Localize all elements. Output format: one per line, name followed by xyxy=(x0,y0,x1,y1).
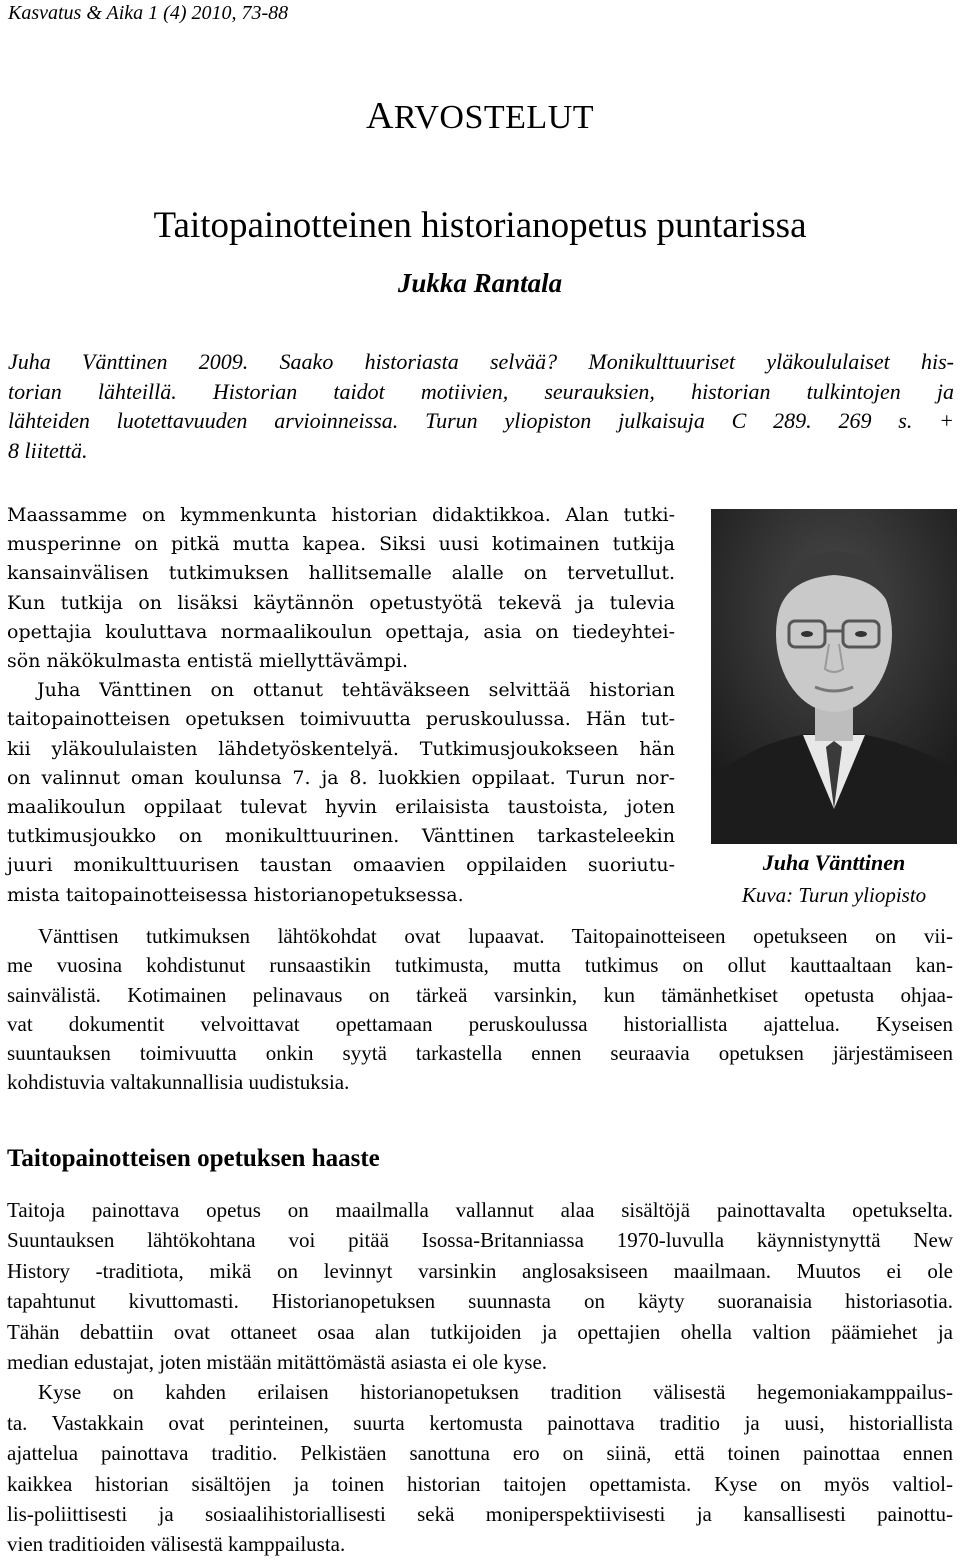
article-title: Taitopainotteinen historianopetus puntarissa xyxy=(153,205,807,246)
section-title-rest: RVOSTELUT xyxy=(393,99,595,136)
text-line: vien traditioiden välisestä kamppailusta. xyxy=(7,1532,346,1557)
text-line: sön näkökulmasta entistä miellyttävämpi. xyxy=(7,650,409,673)
text-line: ajattelua painottava traditio. Pelkistäen sanottuna ero on siinä, että toinen painottaa ennen xyxy=(7,1441,953,1466)
text-line: me vuosina kohdistunut runsaastikin tutkimusta, mutta tutkimus on ollut kauttaaltaan kan- xyxy=(7,953,953,978)
photo-caption-name: Juha Vänttinen xyxy=(762,850,906,875)
text-line: kohdistuvia valtakunnallisia uudistuksia. xyxy=(7,1070,350,1095)
text-line: median edustajat, joten mistään mitättömästä asiasta ei ole kyse. xyxy=(7,1350,548,1375)
intro-paragraphs xyxy=(7,501,675,910)
text-line: lis-poliittisesti ja sosiaalihistoriallisesti sekä moniperspektiivisesti ja kansallisesti painottu- xyxy=(7,1502,953,1527)
text-line: kaikkea historian sisältöjen ja toinen historian taitojen opettamista. Kyse on myös valtiol- xyxy=(7,1471,953,1496)
book-reference-line: Juha Vänttinen 2009. Saako historiasta selvää? Monikulttuuriset yläkoululaiset his- xyxy=(8,349,954,374)
book-reference-line: 8 liitettä. xyxy=(8,437,88,463)
text-line: kii yläkoululaisten lähdetyöskentelyä. Tutkimusjoukokseen hän xyxy=(7,737,675,760)
photo-caption-credit: Kuva: Turun yliopisto xyxy=(741,883,927,907)
article-author: Jukka Rantala xyxy=(397,268,563,298)
section-heading: Taitopainotteisen opetuksen haaste xyxy=(7,1145,380,1172)
author-portrait-photo xyxy=(711,509,957,844)
text-line: Suuntauksen lähtökohtana voi pitää Isossa-Britanniassa 1970-luvulla käynnistynyttä New xyxy=(7,1228,953,1253)
text-line: tapahtunut kivuttomasti. Historianopetuksen suunnasta on käyty suoranaisia historiasotia. xyxy=(7,1289,953,1314)
intro-paragraph-full-width xyxy=(7,922,953,1098)
journal-reference: Kasvatus & Aika 1 (4) 2010, 73-88 xyxy=(8,2,289,24)
text-line: tutkimusjoukko on monikulttuurinen. Vänttinen tarkasteleekin xyxy=(7,825,675,848)
portrait-drawing xyxy=(711,509,957,844)
text-line: Kyse on kahden erilaisen historianopetuksen tradition välisestä hegemoniakamppailus- xyxy=(38,1380,953,1405)
text-line: ta. Vastakkain ovat perinteinen, suurta kertomusta painottava traditio ja uusi, historiallista xyxy=(7,1410,953,1435)
text-line: mista taitopainotteisessa historianopetuksessa. xyxy=(7,883,464,906)
text-line: juuri monikulttuurisen taustan omaavien oppilaiden suoriutu- xyxy=(7,854,675,877)
text-line: on valinnut oman koulunsa 7. ja 8. luokkien oppilaat. Turun nor- xyxy=(7,766,675,789)
text-line: sainvälistä. Kotimainen pelinavaus on tärkeä varsinkin, kun tämänhetkiset opetusta ohjaa- xyxy=(7,982,953,1007)
text-line: maalikoulun oppilaat tulevat hyvin erilaisista taustoista, joten xyxy=(7,796,675,819)
text-line: Taitoja painottava opetus on maailmalla vallannut alaa sisältöjä painottavalta opetukselta. xyxy=(7,1198,953,1222)
text-line: History -traditiota, mikä on levinnyt varsinkin anglosaksiseen maailmaan. Muutos ei ole xyxy=(7,1258,953,1283)
text-line: taitopainotteisen opetuksen toimivuutta peruskoulussa. Hän tut- xyxy=(7,708,675,731)
text-line: Maassamme on kymmenkunta historian didaktikkoa. Alan tutki- xyxy=(7,504,675,526)
section-body xyxy=(7,1195,953,1560)
book-reference-line: lähteiden luotettavuuden arvioinneissa. Turun yliopiston julkaisuja C 289. 269 s. + xyxy=(8,408,954,433)
section-title xyxy=(0,94,960,138)
book-reference xyxy=(8,347,954,465)
text-line: kansainvälisen tutkimuksen hallitsemalle alalle on tervetullut. xyxy=(7,562,675,585)
text-line: Juha Vänttinen on ottanut tehtäväkseen selvittää historian xyxy=(37,679,675,702)
text-line: vat dokumentit velvoittavat opettamaan peruskoulussa historiallista ajattelua. Kyseisen xyxy=(7,1011,953,1036)
text-line: opettajia kouluttava normaalikoulun opettaja, asia on tiedeyhtei- xyxy=(7,620,675,643)
book-reference-line: torian lähteillä. Historian taidot motiivien, seurauksien, historian tulkintojen ja xyxy=(8,378,954,404)
text-line: Tähän debattiin ovat ottaneet osaa alan tutkijoiden ja opettajien ohella valtion päämiehet ja xyxy=(7,1319,953,1344)
text-line: suuntauksen toimivuutta onkin syytä tarkastella ennen seuraavia opetuksen järjestämiseen xyxy=(7,1041,953,1066)
section-title-initial: A xyxy=(365,95,394,137)
text-line: Vänttisen tutkimuksen lähtökohdat ovat lupaavat. Taitopainotteiseen opetukseen on vii- xyxy=(38,924,953,948)
text-line: Kun tutkija on lisäksi käytännön opetustyötä tekevä ja tulevia xyxy=(7,591,675,614)
text-line: musperinne on pitkä mutta kapea. Siksi uusi kotimainen tutkija xyxy=(7,533,675,556)
